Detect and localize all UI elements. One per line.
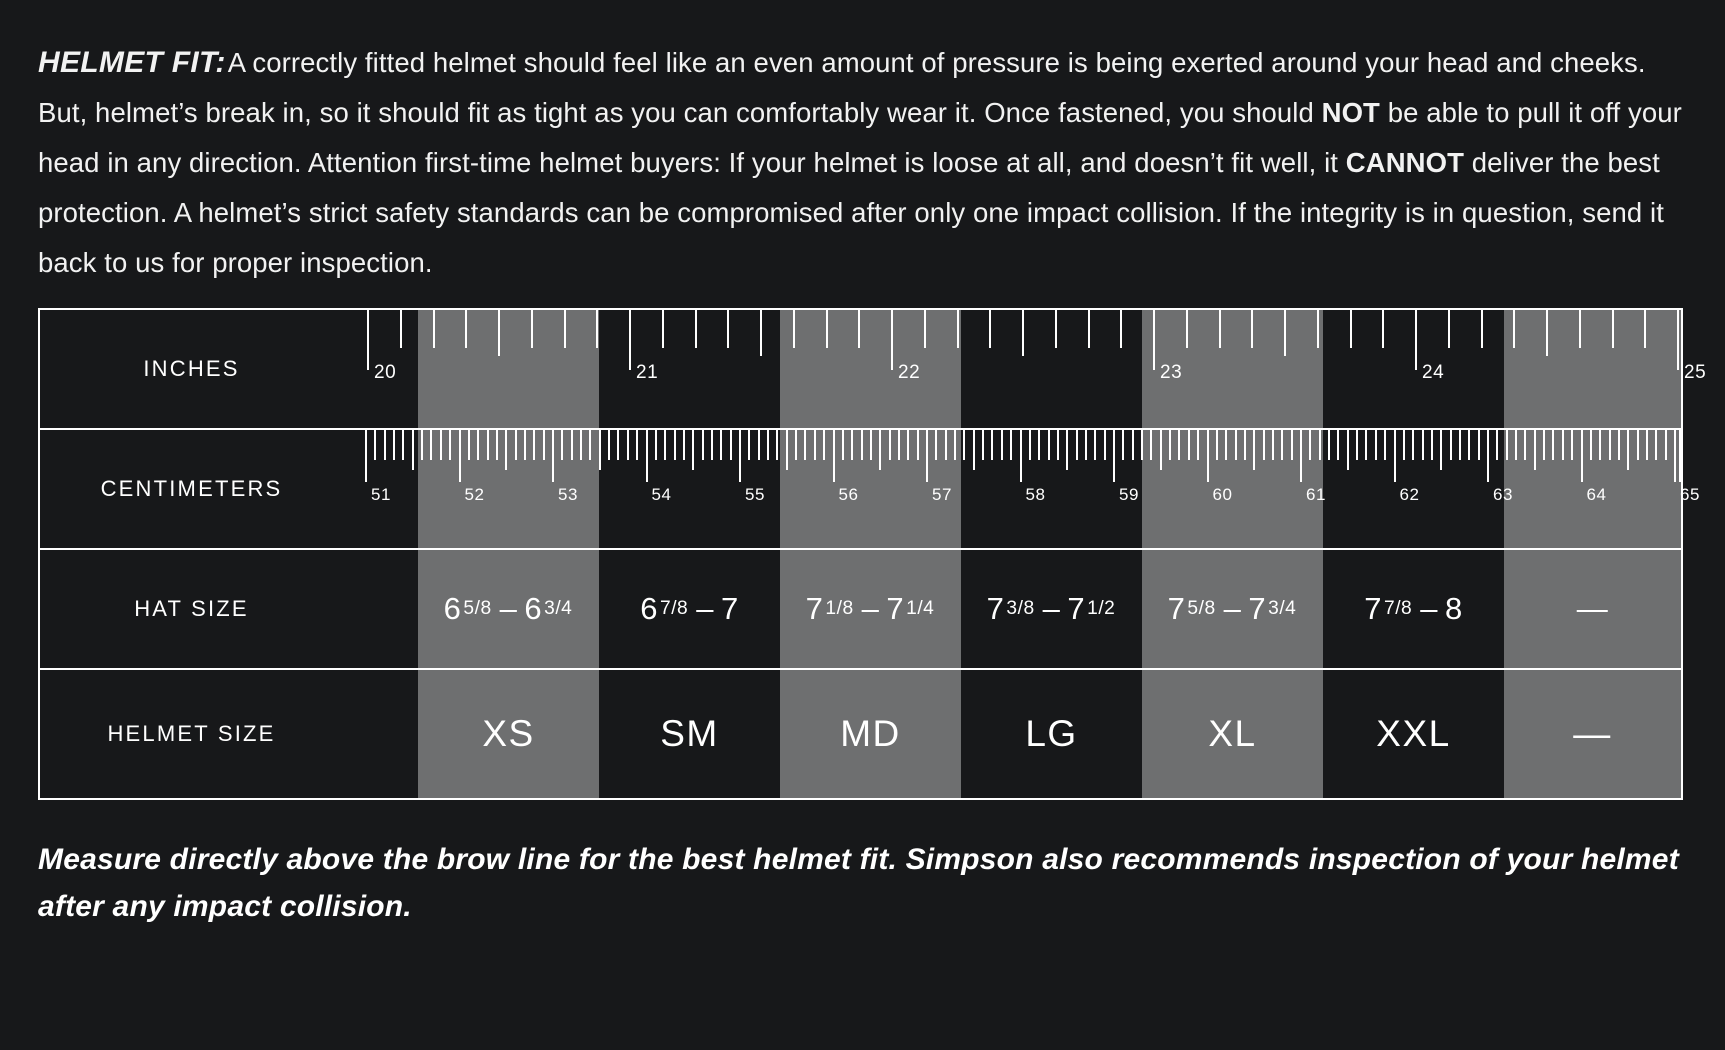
inch-tick: [695, 310, 697, 348]
inch-tick: [1317, 310, 1319, 348]
inch-tick: [1415, 310, 1417, 370]
cm-label: 59: [1119, 485, 1139, 504]
cm-tick: [683, 430, 685, 460]
chart-row-centimeters: [40, 430, 1700, 550]
cm-tick: [655, 430, 657, 460]
cm-tick: [963, 430, 965, 460]
inch-tick: [1022, 310, 1024, 356]
centimeters-ruler: [343, 430, 1700, 548]
inch-label: 24: [1422, 362, 1445, 383]
cm-tick: [1300, 430, 1302, 482]
cm-tick: [702, 430, 704, 460]
cm-tick: [776, 430, 778, 460]
helmet-fit-body-1: A correctly fitted helmet should feel like an even amount of pressure is being exerted around your head and cheeks. But, helmet’s break in, so it should fit as tight as you can comfortably wear it. Once fastened, you should: [38, 47, 1646, 128]
cm-tick: [1394, 430, 1396, 482]
cm-tick: [1235, 430, 1237, 460]
row-label-helmet-size: HELMET SIZE: [107, 721, 276, 746]
helmet-size-cell: XS: [482, 713, 535, 754]
cm-tick: [833, 430, 835, 482]
cm-tick: [440, 430, 442, 460]
cm-tick: [608, 430, 610, 460]
cm-tick: [1094, 430, 1096, 460]
inch-tick: [1677, 310, 1679, 370]
cm-tick: [1496, 430, 1498, 460]
cm-tick: [384, 430, 386, 460]
cm-tick: [1225, 430, 1227, 460]
hat-size-values: [343, 550, 1681, 668]
row-label-centimeters: CENTIMETERS: [100, 476, 283, 501]
inch-tick: [858, 310, 860, 348]
inch-tick: [564, 310, 566, 348]
inch-tick: [1186, 310, 1188, 348]
hat-size-cells: [343, 550, 1681, 668]
cm-tick: [1468, 430, 1470, 460]
cm-tick: [1534, 430, 1536, 470]
cm-tick: [571, 430, 573, 460]
cm-tick: [589, 430, 591, 460]
inch-tick: [924, 310, 926, 348]
inch-tick: [629, 310, 631, 370]
cm-tick: [917, 430, 919, 460]
cm-tick: [477, 430, 479, 460]
cm-tick: [1356, 430, 1358, 460]
cm-tick: [459, 430, 461, 482]
cm-tick: [627, 430, 629, 460]
cm-tick: [1599, 430, 1601, 460]
cm-tick: [552, 430, 554, 482]
cm-tick: [421, 430, 423, 460]
cm-tick: [1104, 430, 1106, 460]
cm-tick: [1010, 430, 1012, 460]
cm-tick: [1524, 430, 1526, 460]
cm-tick: [580, 430, 582, 460]
inch-tick: [367, 310, 369, 370]
cm-tick: [1216, 430, 1218, 460]
cm-tick: [1085, 430, 1087, 460]
cm-tick: [1337, 430, 1339, 460]
inch-tick: [727, 310, 729, 348]
cm-tick: [1122, 430, 1124, 460]
inch-tick: [465, 310, 467, 348]
inch-tick: [957, 310, 959, 348]
cm-label: 64: [1586, 485, 1607, 504]
inch-tick: [793, 310, 795, 348]
cm-tick: [786, 430, 788, 470]
inch-tick: [891, 310, 893, 370]
inch-tick: [596, 310, 598, 348]
helmet-fit-emphasis-not: NOT: [1321, 97, 1380, 128]
hat-size-cell: 7 5/8 – 7 3/4: [1167, 591, 1297, 626]
cm-tick: [664, 430, 666, 460]
cm-tick: [402, 430, 404, 460]
cm-tick: [1431, 430, 1433, 460]
cm-label: 52: [464, 485, 485, 504]
cm-tick: [1188, 430, 1190, 460]
cm-label: 56: [838, 485, 859, 504]
hat-size-cell: 7 1/8 – 7 1/4: [805, 591, 935, 626]
helmet-fit-emphasis-cannot: CANNOT: [1345, 147, 1465, 178]
cm-tick: [1552, 430, 1554, 460]
cm-tick: [1665, 430, 1667, 460]
cm-tick: [1347, 430, 1349, 470]
cm-tick: [861, 430, 863, 460]
cm-tick: [1244, 430, 1246, 460]
cm-tick: [1412, 430, 1414, 460]
chart-row-inches: [40, 310, 1707, 430]
inch-tick: [498, 310, 500, 356]
cm-tick: [468, 430, 470, 460]
cm-tick: [1150, 430, 1152, 460]
cm-tick: [1627, 430, 1629, 470]
inches-ruler: [343, 310, 1707, 428]
cm-tick: [515, 430, 517, 460]
helmet-fit-heading: HELMET FIT:: [38, 46, 226, 79]
cm-tick: [1057, 430, 1059, 460]
cm-tick: [879, 430, 881, 470]
cm-tick: [935, 430, 937, 460]
cm-tick: [870, 430, 872, 460]
cm-tick: [1646, 430, 1648, 460]
cm-tick: [1113, 430, 1115, 482]
cm-tick: [692, 430, 694, 470]
cm-tick: [954, 430, 956, 460]
helmet-size-values: [343, 670, 1681, 798]
cm-tick: [1403, 430, 1405, 460]
cm-tick: [795, 430, 797, 460]
cm-tick: [1440, 430, 1442, 470]
cm-label: 65: [1680, 485, 1700, 504]
cm-tick: [487, 430, 489, 460]
cm-label: 57: [932, 485, 952, 504]
inch-tick: [433, 310, 435, 348]
cm-tick: [374, 430, 376, 460]
cm-tick: [524, 430, 526, 460]
cm-tick: [1590, 430, 1592, 460]
cm-tick: [926, 430, 928, 482]
chart-row-hat-size: [40, 550, 1681, 670]
cm-tick: [1038, 430, 1040, 460]
cm-tick: [1132, 430, 1134, 460]
inch-tick: [1448, 310, 1450, 348]
cm-tick: [1291, 430, 1293, 460]
helmet-size-cell: XL: [1208, 713, 1257, 754]
cm-tick: [1001, 430, 1003, 460]
cm-tick: [851, 430, 853, 460]
inch-tick: [662, 310, 664, 348]
inch-tick: [989, 310, 991, 348]
inch-tick: [826, 310, 828, 348]
inch-label: 25: [1684, 362, 1707, 383]
inch-tick: [1481, 310, 1483, 348]
cm-tick: [636, 430, 638, 460]
cm-tick: [907, 430, 909, 460]
cm-tick: [1328, 430, 1330, 460]
cm-label: 51: [371, 485, 391, 504]
helmet-size-cell: MD: [840, 713, 901, 754]
cm-tick: [758, 430, 760, 460]
cm-tick: [1618, 430, 1620, 460]
row-label-inches: INCHES: [143, 356, 240, 381]
cm-tick: [748, 430, 750, 460]
cm-tick: [1581, 430, 1583, 482]
cm-tick: [1066, 430, 1068, 470]
cm-tick: [1375, 430, 1377, 460]
inch-tick: [531, 310, 533, 348]
cm-tick: [1459, 430, 1461, 460]
cm-tick: [991, 430, 993, 460]
hat-size-cell: 6 5/8 – 6 3/4: [443, 591, 573, 626]
cm-tick: [1319, 430, 1321, 460]
helmet-fit-paragraph: [38, 38, 1685, 288]
row-label-hat-size: HAT SIZE: [134, 596, 249, 621]
cm-tick: [617, 430, 619, 460]
hat-size-cell: —: [1576, 591, 1609, 626]
cm-tick: [496, 430, 498, 460]
cm-tick: [1562, 430, 1564, 460]
cm-label: 63: [1493, 485, 1513, 504]
cm-label: 61: [1306, 485, 1326, 504]
cm-tick: [1515, 430, 1517, 460]
cm-tick: [1076, 430, 1078, 460]
cm-label: 62: [1399, 485, 1420, 504]
cm-tick: [1281, 430, 1283, 460]
inch-tick: [1284, 310, 1286, 356]
hat-size-cell: 7 7/8 – 8: [1364, 591, 1463, 626]
cm-tick: [842, 430, 844, 460]
inch-tick: [1219, 310, 1221, 348]
cm-tick: [505, 430, 507, 470]
inch-tick: [1644, 310, 1646, 348]
cm-tick: [1029, 430, 1031, 460]
cm-tick: [1478, 430, 1480, 460]
chart-row-helmet-size: [40, 670, 1681, 798]
cm-tick: [898, 430, 900, 460]
inch-tick: [1251, 310, 1253, 348]
centimeters-tick-marks: [343, 430, 1700, 548]
cm-tick: [1506, 430, 1508, 460]
cm-tick: [1450, 430, 1452, 460]
cm-tick: [674, 430, 676, 460]
cm-tick: [982, 430, 984, 460]
cm-tick: [730, 430, 732, 460]
cm-tick: [412, 430, 414, 470]
cm-tick: [1609, 430, 1611, 460]
inch-tick: [1153, 310, 1155, 370]
cm-tick: [1178, 430, 1180, 460]
cm-tick: [1253, 430, 1255, 470]
cm-label: 55: [745, 485, 765, 504]
inch-tick: [1513, 310, 1515, 348]
cm-tick: [1637, 430, 1639, 460]
hat-size-cell: 6 7/8 – 7: [640, 591, 739, 626]
cm-tick: [1487, 430, 1489, 482]
cm-tick: [1309, 430, 1311, 460]
inches-tick-marks: [343, 310, 1707, 428]
cm-tick: [823, 430, 825, 460]
helmet-size-cell: —: [1573, 713, 1612, 754]
cm-tick: [1207, 430, 1209, 482]
helmet-size-cell: XXL: [1376, 713, 1451, 754]
cm-tick: [1365, 430, 1367, 460]
inch-tick: [1579, 310, 1581, 348]
cm-tick: [430, 430, 432, 460]
cm-label: 54: [651, 485, 672, 504]
inch-tick: [1055, 310, 1057, 348]
cm-tick: [1160, 430, 1162, 470]
cm-tick: [561, 430, 563, 460]
inch-label: 21: [636, 362, 659, 383]
cm-tick: [1384, 430, 1386, 460]
inch-label: 20: [374, 362, 397, 383]
inch-tick: [1612, 310, 1614, 348]
cm-tick: [1263, 430, 1265, 460]
cm-tick: [1169, 430, 1171, 460]
cm-tick: [889, 430, 891, 460]
cm-tick: [711, 430, 713, 460]
measure-note: Measure directly above the brow line for the best helmet fit. Simpson also recommends inspection of your helmet after any impact collision.: [38, 843, 1679, 923]
inch-tick: [1120, 310, 1122, 348]
cm-label: 60: [1212, 485, 1233, 504]
helmet-size-cells: [343, 670, 1681, 798]
cm-tick: [1543, 430, 1545, 460]
cm-tick: [533, 430, 535, 460]
cm-tick: [1048, 430, 1050, 460]
cm-tick: [1679, 430, 1681, 482]
inch-tick: [1088, 310, 1090, 348]
cm-tick: [814, 430, 816, 460]
helmet-size-cell: SM: [660, 713, 719, 754]
cm-tick: [599, 430, 601, 470]
cm-tick: [1674, 430, 1676, 482]
cm-tick: [1655, 430, 1657, 460]
cm-tick: [1141, 430, 1143, 460]
helmet-fit-body-2: be able to pull it off your head in any direction. Attention first-time helmet buyers: If your helmet is loose at all, and doesn’t fit well, it: [38, 97, 1682, 178]
cm-tick: [804, 430, 806, 460]
cm-tick: [767, 430, 769, 460]
cm-tick: [720, 430, 722, 460]
cm-tick: [646, 430, 648, 482]
cm-tick: [973, 430, 975, 470]
inch-tick: [760, 310, 762, 356]
measurement-chart: [38, 308, 1707, 800]
helmet-size-cell: LG: [1025, 713, 1078, 754]
cm-tick: [365, 430, 367, 482]
cm-tick: [945, 430, 947, 460]
cm-tick: [543, 430, 545, 460]
cm-label: 58: [1025, 485, 1046, 504]
cm-label: 53: [558, 485, 578, 504]
helmet-fit-body-3: deliver the best protection. A helmet’s strict safety standards can be compromised after only one impact collision. If the integrity is in question, send it back to us for proper inspection.: [38, 147, 1665, 278]
inch-tick: [1546, 310, 1548, 356]
cm-tick: [1571, 430, 1573, 460]
inch-label: 22: [898, 362, 921, 383]
cm-tick: [739, 430, 741, 482]
cm-tick: [1197, 430, 1199, 460]
inch-tick: [400, 310, 402, 348]
inch-tick: [1382, 310, 1384, 348]
hat-size-cell: 7 3/8 – 7 1/2: [986, 591, 1116, 626]
cm-tick: [1020, 430, 1022, 482]
cm-tick: [1272, 430, 1274, 460]
inch-tick: [1350, 310, 1352, 348]
cm-tick: [1422, 430, 1424, 460]
cm-tick: [393, 430, 395, 460]
inch-label: 23: [1160, 362, 1183, 383]
cm-tick: [449, 430, 451, 460]
